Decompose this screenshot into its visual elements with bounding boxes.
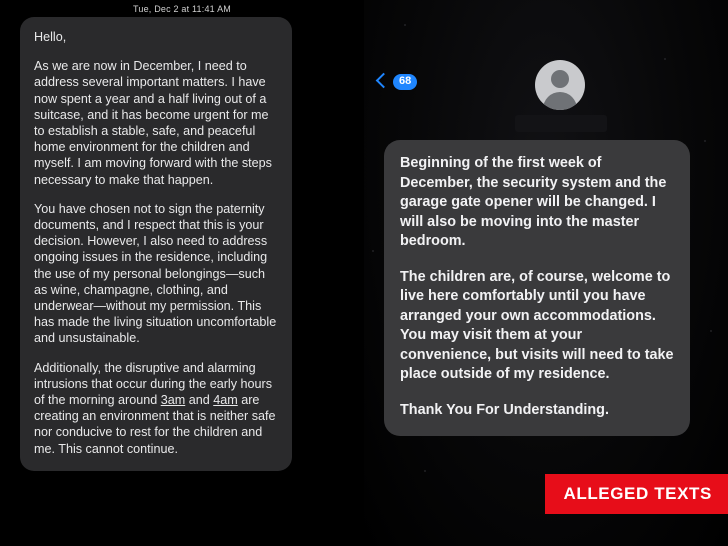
message-paragraph-3 [34, 360, 278, 457]
photo-noise-speck [704, 140, 706, 142]
right-message-paragraph-2: The children are, of course, welcome to live here comfortably until you have arranged your own accommodations. You may visit them at your convenience, but visits will need to take place outside of my residence. [400, 268, 674, 382]
avatar-head-icon [551, 70, 569, 88]
conversation-back-nav[interactable] [376, 72, 417, 92]
contact-avatar[interactable] [535, 60, 585, 110]
time-reference-1: 3am [160, 393, 186, 408]
right-message-paragraph-1: Beginning of the first week of December, the security system and the garage gate opener will be changed. I will also be moving into the master bedroom. [400, 155, 667, 249]
paragraph3-part-c: are creating an environment that is neither safe nor conducive to rest for the children and me. This cannot continue. [34, 393, 276, 456]
photo-noise-speck [710, 330, 712, 332]
message-paragraph-2: You have chosen not to sign the paternity documents, and I respect that this is your decision. However, I also need to address ongoing issues in the residence, including the use of my personal belongings—such as wine, champagne, clothing, and underwear—without my permission. This has made the living situation uncomfortable and unsustainable. [34, 201, 277, 346]
message-bubble-left [20, 17, 292, 471]
message-paragraph-1: As we are now in December, I need to address several important matters. I have now spent a year and a half living out of a suitcase, and it has become urgent for me to establish a stable, safe, and peaceful home environment for the children and myself. I am moving forward with the steps necessary to make that happen. [34, 59, 272, 187]
photo-noise-speck [664, 58, 666, 60]
time-reference-2: 4am [213, 393, 238, 408]
message-bubble-right [384, 140, 690, 436]
unread-count-badge[interactable]: 68 [393, 74, 417, 90]
status-bar-timestamp: Tue, Dec 2 at 11:41 AM [133, 4, 231, 14]
avatar-body-icon [543, 92, 577, 110]
photo-noise-speck [404, 24, 406, 26]
back-chevron-icon[interactable] [376, 72, 388, 92]
paragraph3-part-b: and [185, 393, 214, 408]
message-greeting: Hello, [34, 30, 67, 44]
right-message-paragraph-3: Thank You For Understanding. [400, 401, 609, 418]
paragraph3-part-a: Additionally, the disruptive and alarming intrusions that occur during the early hours of the morning around [34, 360, 273, 408]
contact-name-redaction-bar [515, 115, 607, 132]
photo-noise-speck [372, 250, 374, 252]
alleged-texts-watermark: ALLEGED TEXTS [545, 474, 728, 514]
right-message-screenshot [364, 0, 728, 546]
photo-noise-speck [424, 470, 426, 472]
